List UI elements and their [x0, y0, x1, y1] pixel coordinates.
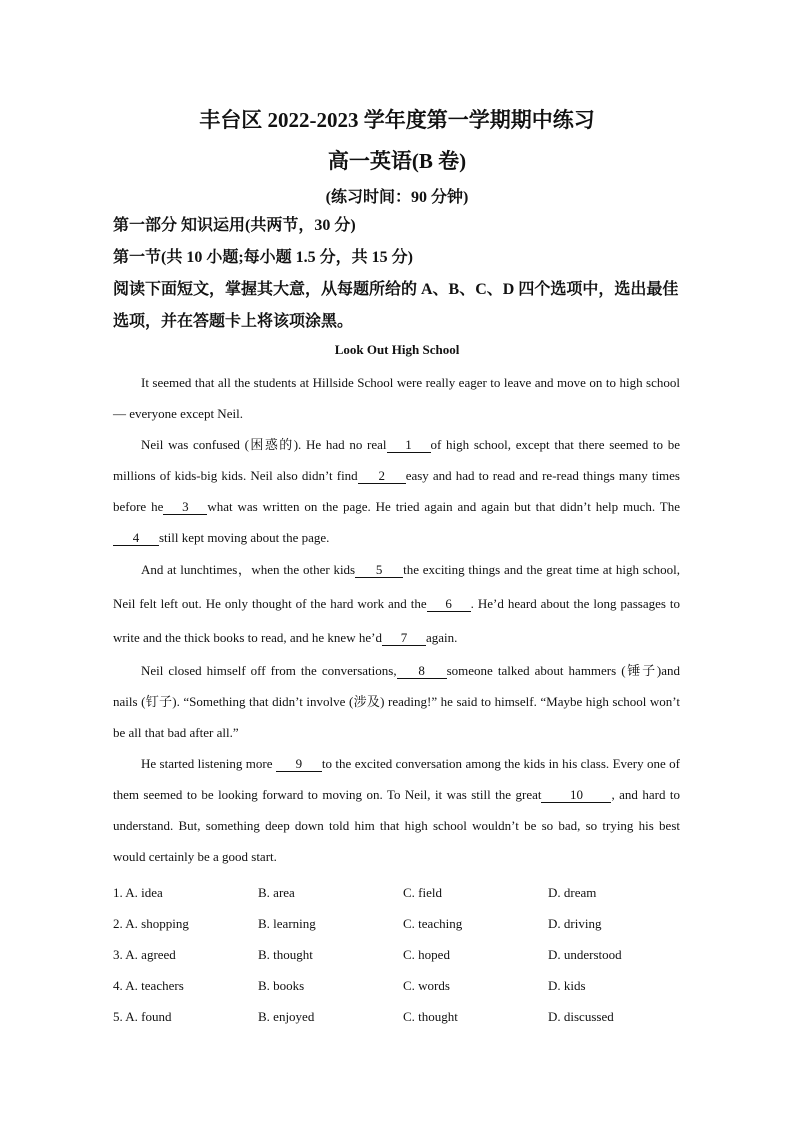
option-b: B. thought: [258, 946, 313, 962]
text-segment: the exciting things and the great time at high school, Neil felt left out. He only thought of the hard work and the: [113, 562, 680, 611]
blank-7: 7: [382, 631, 426, 646]
blank-8: 8: [397, 664, 447, 679]
part-heading: 第一部分 知识运用(共两节，30 分): [113, 217, 356, 234]
option-d: D. discussed: [548, 1008, 614, 1024]
paragraph-5: [113, 748, 680, 872]
option-a: 3. A. agreed: [113, 946, 176, 962]
option-d: D. driving: [548, 915, 602, 931]
option-c: C. thought: [403, 1008, 458, 1024]
option-c: C. words: [403, 977, 450, 993]
text-segment: . He’d heard about the long passages to write and the thick books to read, and he knew he’d: [113, 596, 680, 645]
option-c: C. hoped: [403, 946, 450, 962]
text-segment: , and hard to understand. But, something deep down told him that high school wouldn’t be so bad, so trying his best would certainly be a good start.: [113, 787, 680, 864]
option-row-4: [113, 970, 693, 1001]
option-d: D. dream: [548, 884, 597, 900]
paragraph-4: [113, 655, 680, 748]
option-b: B. learning: [258, 915, 316, 931]
exam-time: (练习时间：90 分钟): [325, 189, 469, 206]
option-row-5: [113, 1001, 693, 1032]
text-segment: of high school, except that there seemed to be millions of kids-big kids. Neil also didn’t find: [113, 437, 680, 483]
option-a: 4. A. teachers: [113, 977, 184, 993]
text-segment: to the excited conversation among the kids in his class. Every one of them seemed to be looking forward to moving on. To Neil, it was still the great: [113, 756, 681, 802]
text-segment: still kept moving about the page.: [159, 530, 330, 545]
blank-6: 6: [427, 597, 471, 612]
text-segment: again.: [425, 630, 458, 645]
answer-options: [113, 877, 693, 1032]
text-segment: easy and had to read and re-read things many times before he: [113, 468, 680, 514]
passage-body: [113, 367, 680, 872]
option-d: D. kids: [548, 977, 586, 993]
option-b: B. enjoyed: [258, 1008, 315, 1024]
text-segment: He started listening more: [141, 756, 273, 771]
paragraph-2: [113, 429, 680, 553]
subsection-heading: 第一节(共 10 小题;每小题 1.5 分，共 15 分): [113, 249, 413, 266]
blank-1: 1: [387, 438, 431, 453]
instruction-text: 阅读下面短文，掌握其大意，从每题所给的 A、B、C、D 四个选项中，选出最佳选项，并在答题卡上将该项涂黑。: [113, 281, 679, 330]
option-c: C. field: [403, 884, 442, 900]
option-b: B. area: [258, 884, 295, 900]
exam-subtitle: 高一英语(B 卷): [327, 149, 467, 173]
blank-5: 5: [355, 563, 403, 578]
text-segment: Neil closed himself off from the conversations,: [141, 663, 397, 678]
option-a: 1. A. idea: [113, 884, 163, 900]
option-row-3: [113, 939, 693, 970]
option-d: D. understood: [548, 946, 622, 962]
paragraph-3: [113, 553, 680, 655]
option-row-1: [113, 877, 693, 908]
option-row-2: [113, 908, 693, 939]
text-segment: Neil was confused (困惑的). He had no real: [141, 437, 387, 452]
option-c: C. teaching: [403, 915, 463, 931]
passage-title: Look Out High School: [334, 342, 460, 357]
blank-10: 10: [541, 788, 611, 803]
blank-9: 9: [276, 757, 322, 772]
text-segment: what was written on the page. He tried again and again but that didn’t help much. The: [207, 499, 681, 514]
paragraph-1: It seemed that all the students at Hillside School were really eager to leave and move on to high school — everyone except Neil.: [113, 375, 680, 421]
blank-3: 3: [163, 500, 207, 515]
blank-4: 4: [113, 531, 159, 546]
text-segment: And at lunchtimes，when the other kids: [141, 562, 356, 577]
option-b: B. books: [258, 977, 305, 993]
blank-2: 2: [358, 469, 406, 484]
text-segment: someone talked about hammers (锤子)and nails (钉子). “Something that didn’t involve (涉及) reading!” he said to himself. “Maybe high school won’t be all that bad after all.”: [113, 663, 680, 740]
option-a: 2. A. shopping: [113, 915, 189, 931]
option-a: 5. A. found: [113, 1008, 172, 1024]
exam-title: 丰台区 2022-2023 学年度第一学期期中练习: [199, 108, 595, 132]
